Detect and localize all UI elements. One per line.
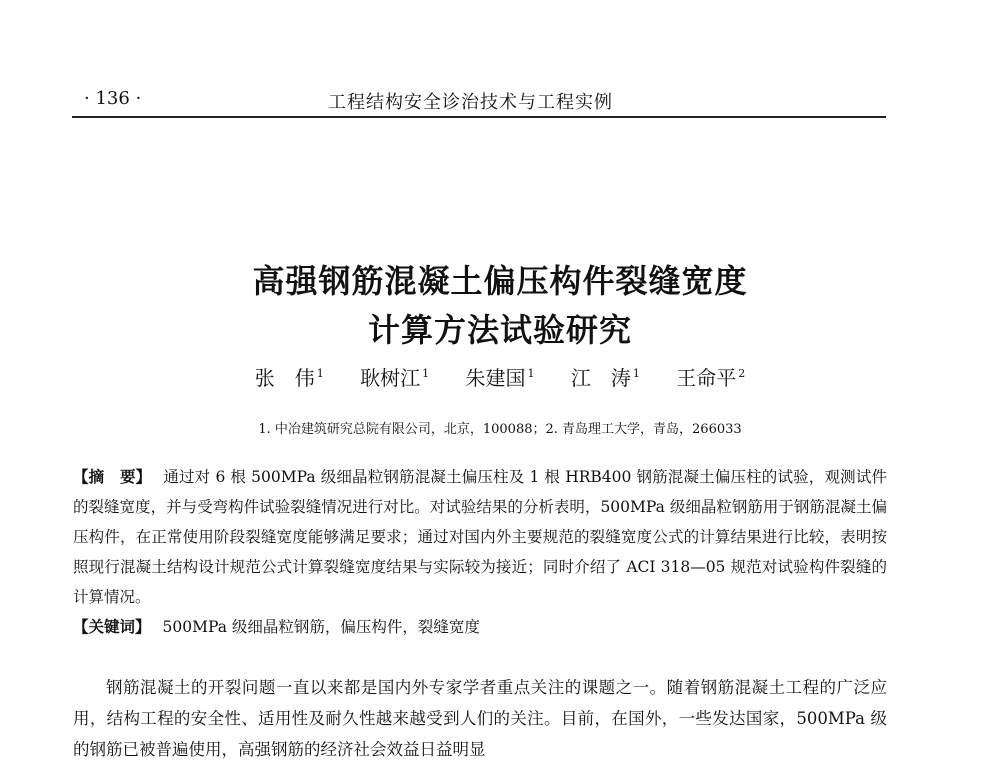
- author: [360, 362, 429, 391]
- author-list: [0, 362, 1000, 391]
- author-affiliation-mark: 1: [316, 367, 324, 381]
- abstract-text: 通过对 6 根 500MPa 级细晶粒钢筋混凝土偏压柱及 1 根 HRB400 钢筋混凝土偏压柱的试验，观测试件的裂缝宽度，并与受弯构件试验裂缝情况进行对比。对试验结果的分析表明，500MPa 级细晶粒钢筋用于钢筋混凝土偏压构件，在正常使用阶段裂缝宽度能够满足要求；通过对国内外主要规范的裂缝宽度公式的计算结果进行比较，表明按照现行混凝土结构设计规范公式计算裂缝宽度结果与实际较为接近；同时介绍了 ACI 318—05 规范对试验构件裂缝的计算情况。: [73, 468, 887, 606]
- keywords-paragraph: [73, 612, 887, 642]
- author-name: 朱建国: [465, 366, 526, 390]
- paper-title-line-2: 计算方法试验研究: [367, 311, 632, 349]
- author-name: 王命平: [676, 366, 737, 390]
- author: [466, 362, 535, 391]
- author-name: 江 涛: [570, 366, 631, 390]
- body-paragraph: 钢筋混凝土的开裂问题一直以来都是国内外专家学者重点关注的课题之一。随着钢筋混凝土工程的广泛应用，结构工程的安全性、适用性及耐久性越来越受到人们的关注。目前，在国外，一些发达国家，500MPa 级的钢筋已被普遍使用，高强钢筋的经济社会效益日益明显: [73, 678, 887, 759]
- author: [571, 362, 640, 391]
- keywords-text: 500MPa 级细晶粒钢筋，偏压构件，裂缝宽度: [162, 618, 480, 636]
- page-number: · 136 ·: [84, 88, 142, 109]
- abstract-block: [73, 462, 887, 642]
- abstract-label: 【摘 要】: [73, 467, 152, 486]
- author-affiliation-mark: 1: [527, 367, 535, 381]
- abstract-paragraph: [73, 462, 887, 612]
- author-affiliation-mark: 2: [738, 367, 746, 381]
- author-name: 张 伟: [254, 366, 315, 390]
- running-title: 工程结构安全诊治技术与工程实例: [328, 92, 613, 113]
- page-header: [72, 88, 886, 114]
- paper-title-line-1: 高强钢筋混凝土偏压构件裂缝宽度: [252, 262, 748, 300]
- affiliations: 1. 中冶建筑研究总院有限公司，北京，100088；2. 青岛理工大学，青岛，266033: [258, 422, 742, 437]
- author: [255, 362, 324, 391]
- header-rule: [72, 116, 886, 118]
- author-name: 耿树江: [360, 366, 421, 390]
- author: [676, 362, 745, 391]
- author-affiliation-mark: 1: [632, 367, 640, 381]
- author-affiliation-mark: 1: [422, 367, 430, 381]
- keywords-label: 【关键词】: [73, 617, 151, 636]
